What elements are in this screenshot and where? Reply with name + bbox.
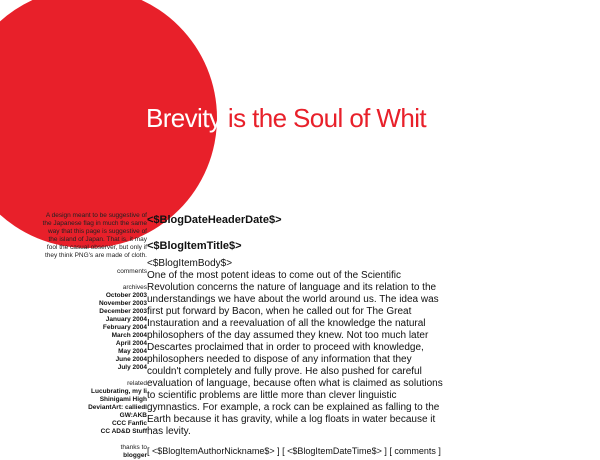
blog-title-first-word: Brevity (146, 103, 222, 133)
related-link[interactable]: CCC Fanfic (111, 420, 147, 427)
thanks-link-blogger[interactable]: blogger (123, 452, 147, 459)
post (147, 213, 447, 457)
archive-link[interactable]: June 2004 (115, 356, 147, 363)
footer-separator: ] [ (274, 446, 288, 456)
post-date-header: <$BlogDateHeaderDate$> (147, 214, 282, 226)
post-comments-link[interactable]: comments (394, 446, 436, 456)
archive-link[interactable]: November 2003 (98, 300, 147, 307)
blog-title (146, 100, 426, 136)
archive-link[interactable]: January 2004 (105, 316, 147, 323)
archive-link[interactable]: July 2004 (117, 364, 147, 371)
related-label: related (127, 380, 147, 387)
archive-link[interactable]: February 2004 (102, 324, 147, 331)
related-list (40, 388, 147, 436)
archive-link[interactable]: March 2004 (111, 332, 147, 339)
thanks-label: thanks to (120, 444, 147, 451)
related-link[interactable]: CC AD&D Stuff (100, 428, 147, 435)
post-datetime-link[interactable]: <$BlogItemDateTime$> (287, 446, 382, 456)
comments-label: comments (117, 268, 147, 275)
post-author: <$BlogItemAuthorNickname$> (152, 446, 275, 456)
archives-list (40, 292, 147, 372)
archive-link[interactable]: October 2003 (105, 292, 147, 299)
archive-link[interactable]: December 2003 (99, 308, 147, 315)
sidebar (40, 212, 147, 460)
post-body: One of the most potent ideas to come out of the Scientific Revolution concerns the nature of language and its relation to the understandings we have about the world around us. The idea was first put forward by Bacon, when he called out for The Great Instauration and a reevaluation of all the knowledge the natural philosophers of the day assumed they knew. Not too much later Descartes proclaimed that in order to proceed with knowledge, philosophers needed to dispose of any information that they couldn't completely and fully prove. He also pushed for careful evaluation of language, because often what is claimed as solutions to scientific problems are little more than clever linguistic gymnastics. For example, a rock can be explained as falling to the Earth because it has gravity, while a log floats in water because it has levity. (147, 270, 443, 437)
post-footer: [ <$BlogItemAuthorNickname$> ] [ <$BlogItemDateTime$> ] [ comments ] (147, 446, 441, 456)
post-body-tag: <$BlogItemBody$> (147, 258, 233, 269)
site-description: A design meant to be suggestive of the Japanese flag in much the same way that this page is suggestive of the island of Japan. That is, it may fool the casual observer, but only if they think PNG's are made of cloth. (42, 212, 147, 259)
related-link[interactable]: Shinigami High (99, 396, 147, 403)
related-link[interactable]: Lucubrating, my li (91, 388, 147, 395)
footer-separator: ] [ (381, 446, 395, 456)
related-link[interactable]: DeviantArt: calliedl (88, 404, 147, 411)
post-title: <$BlogItemTitle$> (147, 240, 242, 252)
related-link[interactable]: GW:AKB (119, 412, 147, 419)
archive-link[interactable]: April 2004 (115, 340, 147, 347)
archive-link[interactable]: May 2004 (118, 348, 147, 355)
archives-label: archives (122, 284, 147, 291)
blog-title-rest: is the Soul of Whit (221, 103, 427, 133)
footer-end: ] (435, 446, 441, 456)
